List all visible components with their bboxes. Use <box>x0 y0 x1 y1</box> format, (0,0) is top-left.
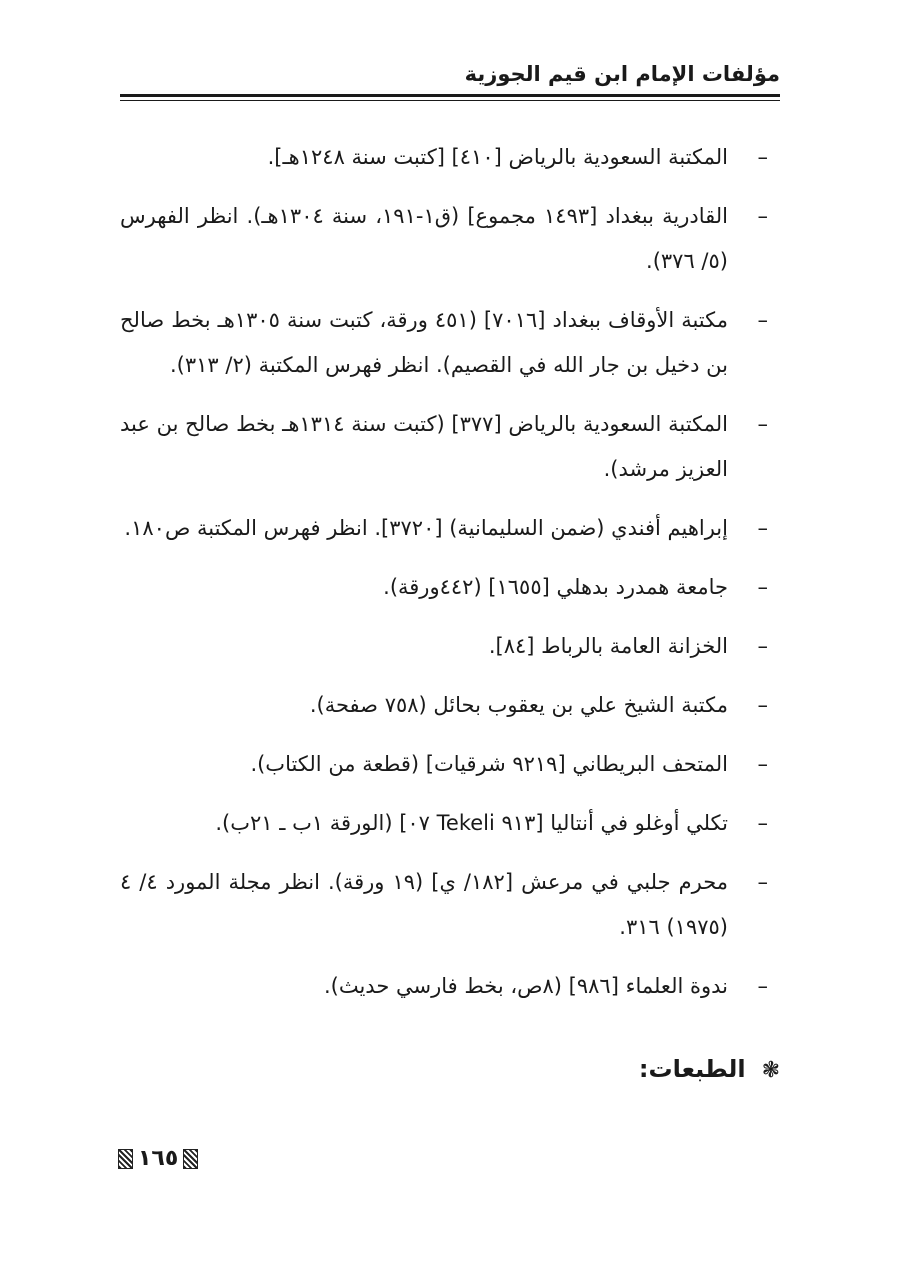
list-item <box>120 506 780 551</box>
entry-text: مكتبة الشيخ علي بن يعقوب بحائل (٧٥٨ صفحة). <box>309 693 728 717</box>
list-item <box>120 402 780 492</box>
list-item <box>120 860 780 950</box>
list-dash: – <box>757 811 768 835</box>
entry-text: مكتبة الأوقاف ببغداد [٧٠١٦] (٤٥١ ورقة، كتبت سنة ١٣٠٥هـ بخط صالح بن دخيل بن جار الله في القصيم). انظر فهرس المكتبة (٢/ ٣١٣). <box>120 308 728 377</box>
list-item <box>120 624 780 669</box>
entry-text: محرم جلبي في مرعش [١٨٢/ ي] (١٩ ورقة). انظر مجلة المورد ٤/ ٤ (١٩٧٥) ٣١٦. <box>120 870 728 939</box>
ornament-left-icon <box>118 1149 133 1169</box>
list-item <box>120 964 780 1009</box>
list-item <box>120 683 780 728</box>
list-dash: – <box>757 204 768 228</box>
list-item <box>120 565 780 610</box>
list-dash: – <box>757 308 768 332</box>
list-dash: – <box>757 575 768 599</box>
list-dash: – <box>757 974 768 998</box>
list-item <box>120 801 780 846</box>
list-dash: – <box>757 870 768 894</box>
entry-text: الخزانة العامة بالرباط [٨٤]. <box>488 634 728 658</box>
list-item <box>120 194 780 284</box>
list-item <box>120 298 780 388</box>
header-rule-thick <box>120 94 780 97</box>
list-item <box>120 135 780 180</box>
list-dash: – <box>757 516 768 540</box>
entry-text: تكلي أوغلو في أنتاليا [٩١٣ Tekeli ٠٧] (الورقة ١ب ـ ٢١ب). <box>215 811 728 835</box>
list-dash: – <box>757 752 768 776</box>
page-number <box>118 1146 198 1171</box>
list-dash: – <box>757 145 768 169</box>
list-dash: – <box>757 412 768 436</box>
entry-text: ندوة العلماء [٩٨٦] (٨ص، بخط فارسي حديث). <box>323 974 728 998</box>
section-heading <box>639 1055 780 1083</box>
section-title: الطبعات: <box>638 1055 746 1083</box>
list-dash: – <box>757 634 768 658</box>
entry-text: جامعة همدرد بدهلي [١٦٥٥] (٤٤٢ورقة). <box>383 575 728 599</box>
ornament-right-icon <box>183 1149 198 1169</box>
entry-text: إبراهيم أفندي (ضمن السليمانية) [٣٧٢٠]. انظر فهرس المكتبة ص١٨٠. <box>124 516 728 540</box>
flower-icon: ❃ <box>761 1058 780 1083</box>
entry-text: المكتبة السعودية بالرياض [٣٧٧] (كتبت سنة ١٣١٤هـ بخط صالح بن عبد العزيز مرشد). <box>120 412 729 481</box>
entry-text: القادرية ببغداد [١٤٩٣ مجموع] (ق١-١٩١، سنة ١٣٠٤هـ). انظر الفهرس (٥/ ٣٧٦). <box>120 204 729 273</box>
list-dash: – <box>757 693 768 717</box>
list-item <box>120 742 780 787</box>
entry-text: المتحف البريطاني [٩٢١٩ شرقيات] (قطعة من الكتاب). <box>250 752 728 776</box>
manuscript-list <box>120 135 780 1023</box>
header-rule-thin <box>120 100 780 101</box>
running-header: مؤلفات الإمام ابن قيم الجوزية <box>464 62 780 86</box>
page-number-value: ١٦٥ <box>138 1146 179 1171</box>
entry-text: المكتبة السعودية بالرياض [٤١٠] [كتبت سنة ١٢٤٨هـ]. <box>267 145 728 169</box>
